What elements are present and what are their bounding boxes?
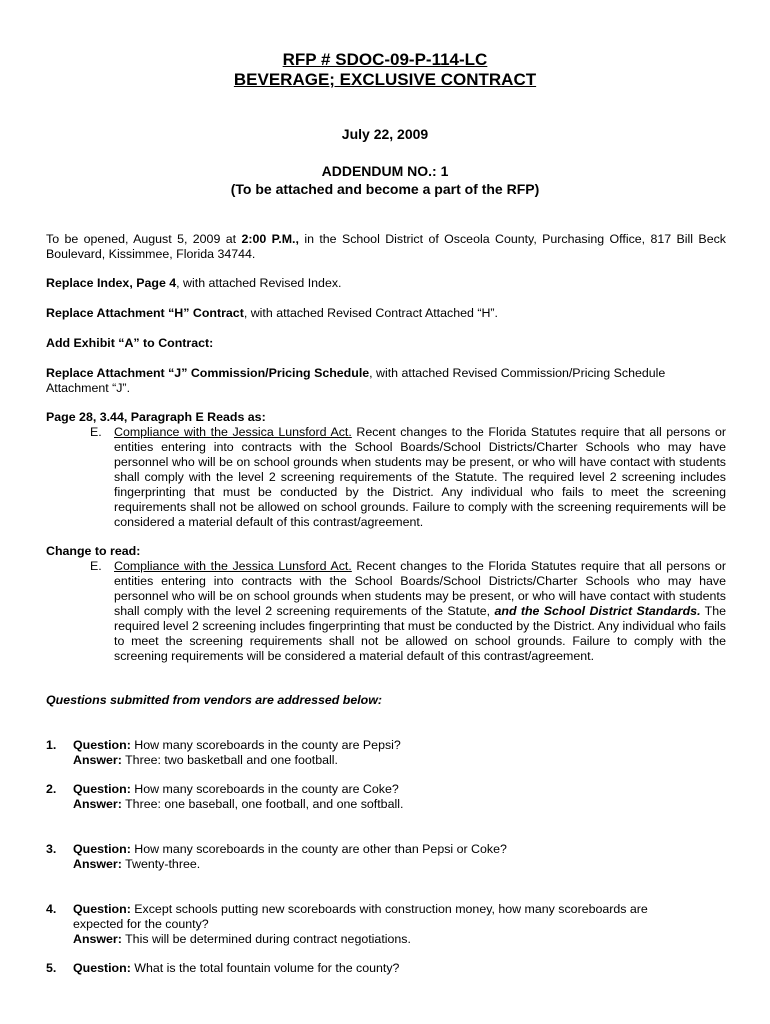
question-label: Question: bbox=[73, 738, 131, 752]
question-line bbox=[73, 842, 693, 857]
answer-label: Answer: bbox=[73, 857, 122, 871]
question-text: How many scoreboards in the county are other than Pepsi or Coke? bbox=[130, 842, 507, 856]
document-title-line1: RFP # SDOC-09-P-114-LC bbox=[282, 50, 488, 69]
add-exhibit-bold: Add Exhibit “A” to Contract: bbox=[46, 336, 214, 350]
answer-label: Answer: bbox=[73, 797, 122, 811]
answer-line bbox=[73, 753, 693, 768]
qa-item bbox=[73, 902, 653, 947]
answer-text: This will be determined during contract negotiations. bbox=[121, 932, 411, 946]
addendum-note: (To be attached and become a part of the RFP) bbox=[230, 181, 540, 197]
page28-text: Recent changes to the Florida Statutes require that all persons or entities entering into contracts with the School Boards/School Districts/Charter Schools who may have personnel who will be on school grounds when students may be present, or who will have contact with students shall comply with the level 2 screening requirements of the Statute. The required level 2 screening includes fingerprinting that must be conducted by the District. Any individual who fails to meet the screening requirements shall not be allowed on school grounds. Failure to comply with the screening requirements will be considered a material default of this contrast/agreement. bbox=[114, 425, 726, 529]
question-text: Except schools putting new scoreboards with construction money, how many scoreboards are expected for the county? bbox=[73, 902, 648, 931]
replace-h-line bbox=[46, 306, 726, 321]
replace-index-rest: , with attached Revised Index. bbox=[176, 276, 342, 290]
answer-line bbox=[73, 797, 693, 812]
replace-j-line bbox=[46, 366, 726, 396]
question-label: Question: bbox=[73, 961, 131, 975]
qa-number: 2. bbox=[46, 782, 57, 796]
question-line bbox=[73, 961, 693, 976]
question-label: Question: bbox=[73, 902, 131, 916]
answer-label: Answer: bbox=[73, 932, 122, 946]
qa-item bbox=[73, 842, 693, 872]
replace-index-line bbox=[46, 276, 726, 291]
addendum-number: ADDENDUM NO.: 1 bbox=[321, 163, 449, 179]
answer-text: Twenty-three. bbox=[121, 857, 201, 871]
qa-item bbox=[73, 782, 693, 812]
replace-h-bold: Replace Attachment “H” Contract bbox=[46, 306, 244, 320]
answer-label: Answer: bbox=[73, 753, 122, 767]
qa-item bbox=[73, 961, 693, 976]
page28-act-title: Compliance with the Jessica Lunsford Act. bbox=[114, 425, 352, 439]
change-text1: Recent changes to the Florida Statutes require that all persons or entities entering into contracts with the School Boards/School Districts/Charter Schools who may have personnel who will be on school grounds when students may be present, or who will have contact with students shall comply with the level 2 screening requirements of the Statute, bbox=[114, 559, 726, 618]
qa-number: 4. bbox=[46, 902, 57, 916]
replace-j-bold: Replace Attachment “J” Commission/Pricing Schedule bbox=[46, 366, 370, 380]
question-label: Question: bbox=[73, 782, 131, 796]
question-line bbox=[73, 738, 693, 753]
qa-number: 1. bbox=[46, 738, 57, 752]
question-text: How many scoreboards in the county are Coke? bbox=[130, 782, 399, 796]
change-body bbox=[114, 559, 726, 664]
change-letter: E. bbox=[90, 559, 102, 573]
change-act-title: Compliance with the Jessica Lunsford Act. bbox=[114, 559, 352, 573]
answer-line bbox=[73, 932, 653, 947]
qa-item bbox=[73, 738, 693, 768]
add-exhibit-line bbox=[46, 336, 726, 351]
question-line bbox=[73, 782, 693, 797]
answer-text: Three: two basketball and one football. bbox=[121, 753, 338, 767]
qa-number: 5. bbox=[46, 961, 57, 975]
questions-heading: Questions submitted from vendors are addressed below: bbox=[46, 693, 382, 707]
change-heading: Change to read: bbox=[46, 544, 141, 558]
page28-body bbox=[114, 425, 726, 530]
qa-number: 3. bbox=[46, 842, 57, 856]
replace-j-rest: , with attached Revised Commission/Pricing Schedule Attachment “J”. bbox=[46, 366, 666, 395]
change-emphasis: and the School District Standards. bbox=[494, 604, 701, 618]
document-title-line2: BEVERAGE; EXCLUSIVE CONTRACT bbox=[233, 70, 537, 89]
question-line bbox=[73, 902, 653, 932]
page28-letter: E. bbox=[90, 425, 102, 439]
question-label: Question: bbox=[73, 842, 131, 856]
answer-line bbox=[73, 857, 693, 872]
page28-heading: Page 28, 3.44, Paragraph E Reads as: bbox=[46, 410, 266, 424]
change-text2: The required level 2 screening includes fingerprinting that must be conducted by the District. Any individual who fails to meet the screening requirements shall not be allowed on school grounds. Failure to comply with the screening requirements will be considered a material default of this contrast/agreement. bbox=[114, 604, 726, 663]
document-date: July 22, 2009 bbox=[341, 126, 429, 142]
opening-time: 2:00 P.M., bbox=[241, 232, 299, 246]
opening-suffix: in the School District of Osceola County, Purchasing Office, 817 Bill Beck Boulevard, Kissimmee, Florida 34744. bbox=[46, 232, 726, 261]
question-text: What is the total fountain volume for the county? bbox=[130, 961, 400, 975]
replace-index-bold: Replace Index, Page 4 bbox=[46, 276, 177, 290]
opening-prefix: To be opened, August 5, 2009 at bbox=[46, 232, 242, 246]
answer-text: Three: one baseball, one football, and one softball. bbox=[121, 797, 404, 811]
question-text: How many scoreboards in the county are Pepsi? bbox=[130, 738, 401, 752]
opening-paragraph bbox=[46, 232, 726, 262]
replace-h-rest: , with attached Revised Contract Attached “H”. bbox=[243, 306, 498, 320]
